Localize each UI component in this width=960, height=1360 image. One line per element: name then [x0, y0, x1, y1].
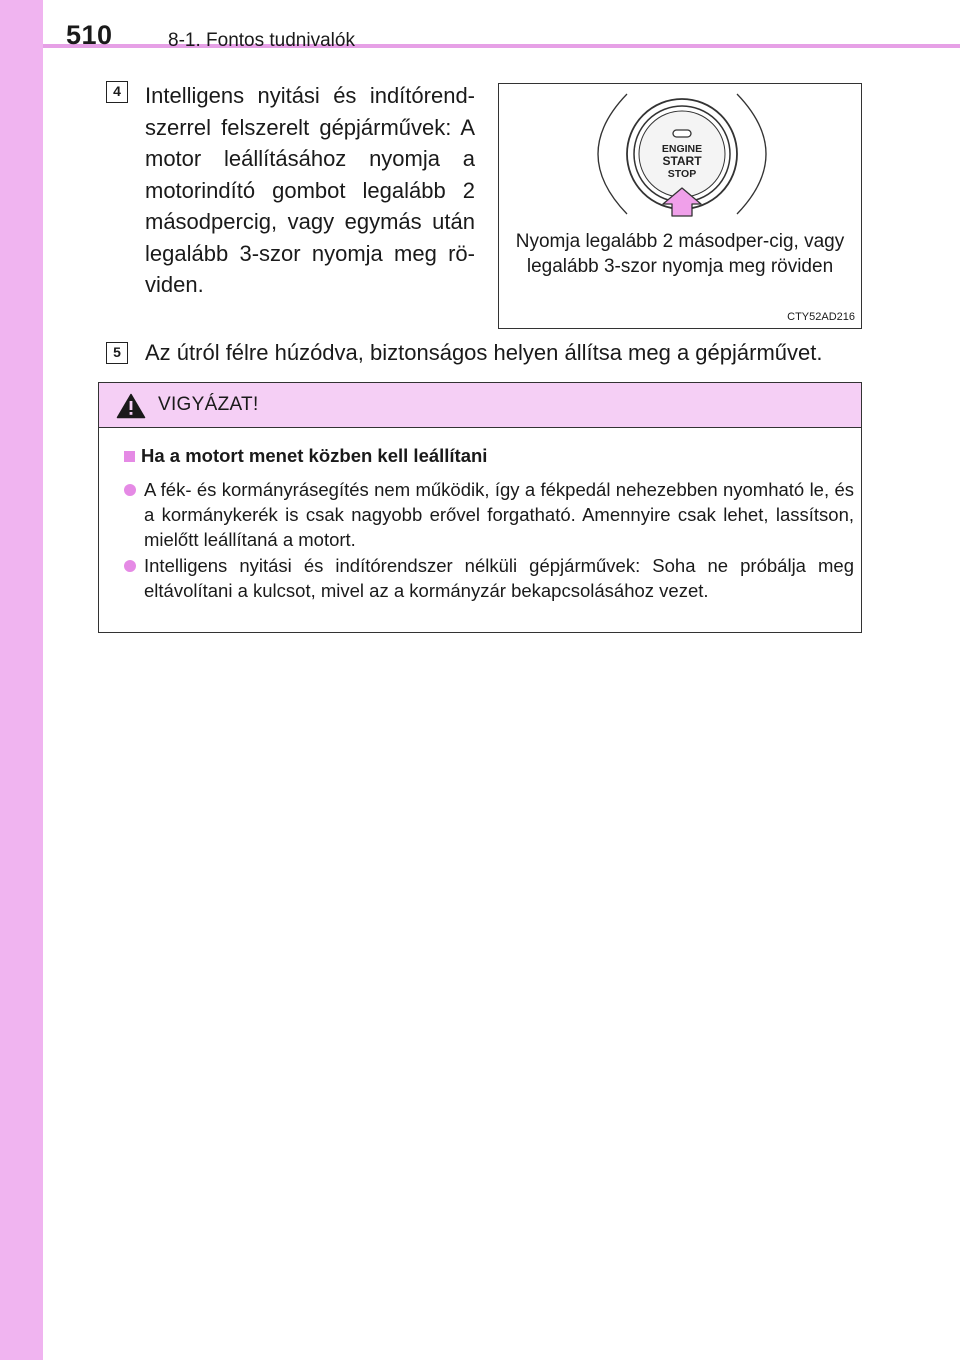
figure-caption: Nyomja legalább 2 másodper-cig, vagy legalább 3-szor nyomja meg röviden [515, 231, 845, 277]
step-5-text: Az útról félre húzódva, biztonságos helyen állítsa meg a gépjárművet. [145, 340, 823, 365]
indicator-lamp [673, 130, 691, 137]
start-stop-button-illustration [499, 84, 863, 330]
square-bullet-icon [124, 451, 135, 462]
step-number-4: 4 [106, 81, 128, 103]
button-label-engine: ENGINE [661, 143, 703, 155]
left-arc [598, 94, 627, 214]
step-number-5: 5 [106, 342, 128, 364]
round-bullet-icon [124, 560, 136, 572]
page-number: 510 [66, 20, 113, 50]
start-stop-figure [498, 83, 862, 329]
round-bullet-icon [124, 484, 136, 496]
caution-item-1: A fék- és kormányrásegítés nem működik, így a fékpedál nehezebben nyomható le, és a kormánykerék is csak nagyobb erővel forgatható. Amennyire csak lehet, lassítson, mielőtt leállítaná a motort. [144, 479, 854, 550]
caution-header [99, 383, 861, 428]
caution-subtitle [124, 445, 487, 467]
warning-triangle-icon [116, 393, 146, 419]
caution-subtitle-text: Ha a motort menet közben kell leállítani [141, 445, 488, 466]
caution-item-2: Intelligens nyitási és indítórendszer nélküli gépjárművek: Soha ne próbálja meg eltávolítani a kulcsot, mivel az a kormányzár bekapcsolásához vezet. [144, 555, 854, 601]
right-arc [737, 94, 766, 214]
caution-box [98, 382, 862, 633]
button-label-stop: STOP [667, 168, 697, 180]
side-band [0, 0, 43, 1360]
figure-code: CTY52AD216 [787, 311, 855, 323]
step-4-text: Intelligens nyitási és indítórend-szerrel felszerelt gépjárművek: A motor leállításához nyomja a motorindító gombot legalább 2 másodpercig, vagy egymás után legalább 3-szor nyomja meg rö-viden. [145, 83, 475, 297]
button-label-start: START [662, 154, 702, 168]
caution-label: VIGYÁZAT! [158, 394, 259, 415]
section-title: 8-1. Fontos tudnivalók [168, 30, 355, 51]
